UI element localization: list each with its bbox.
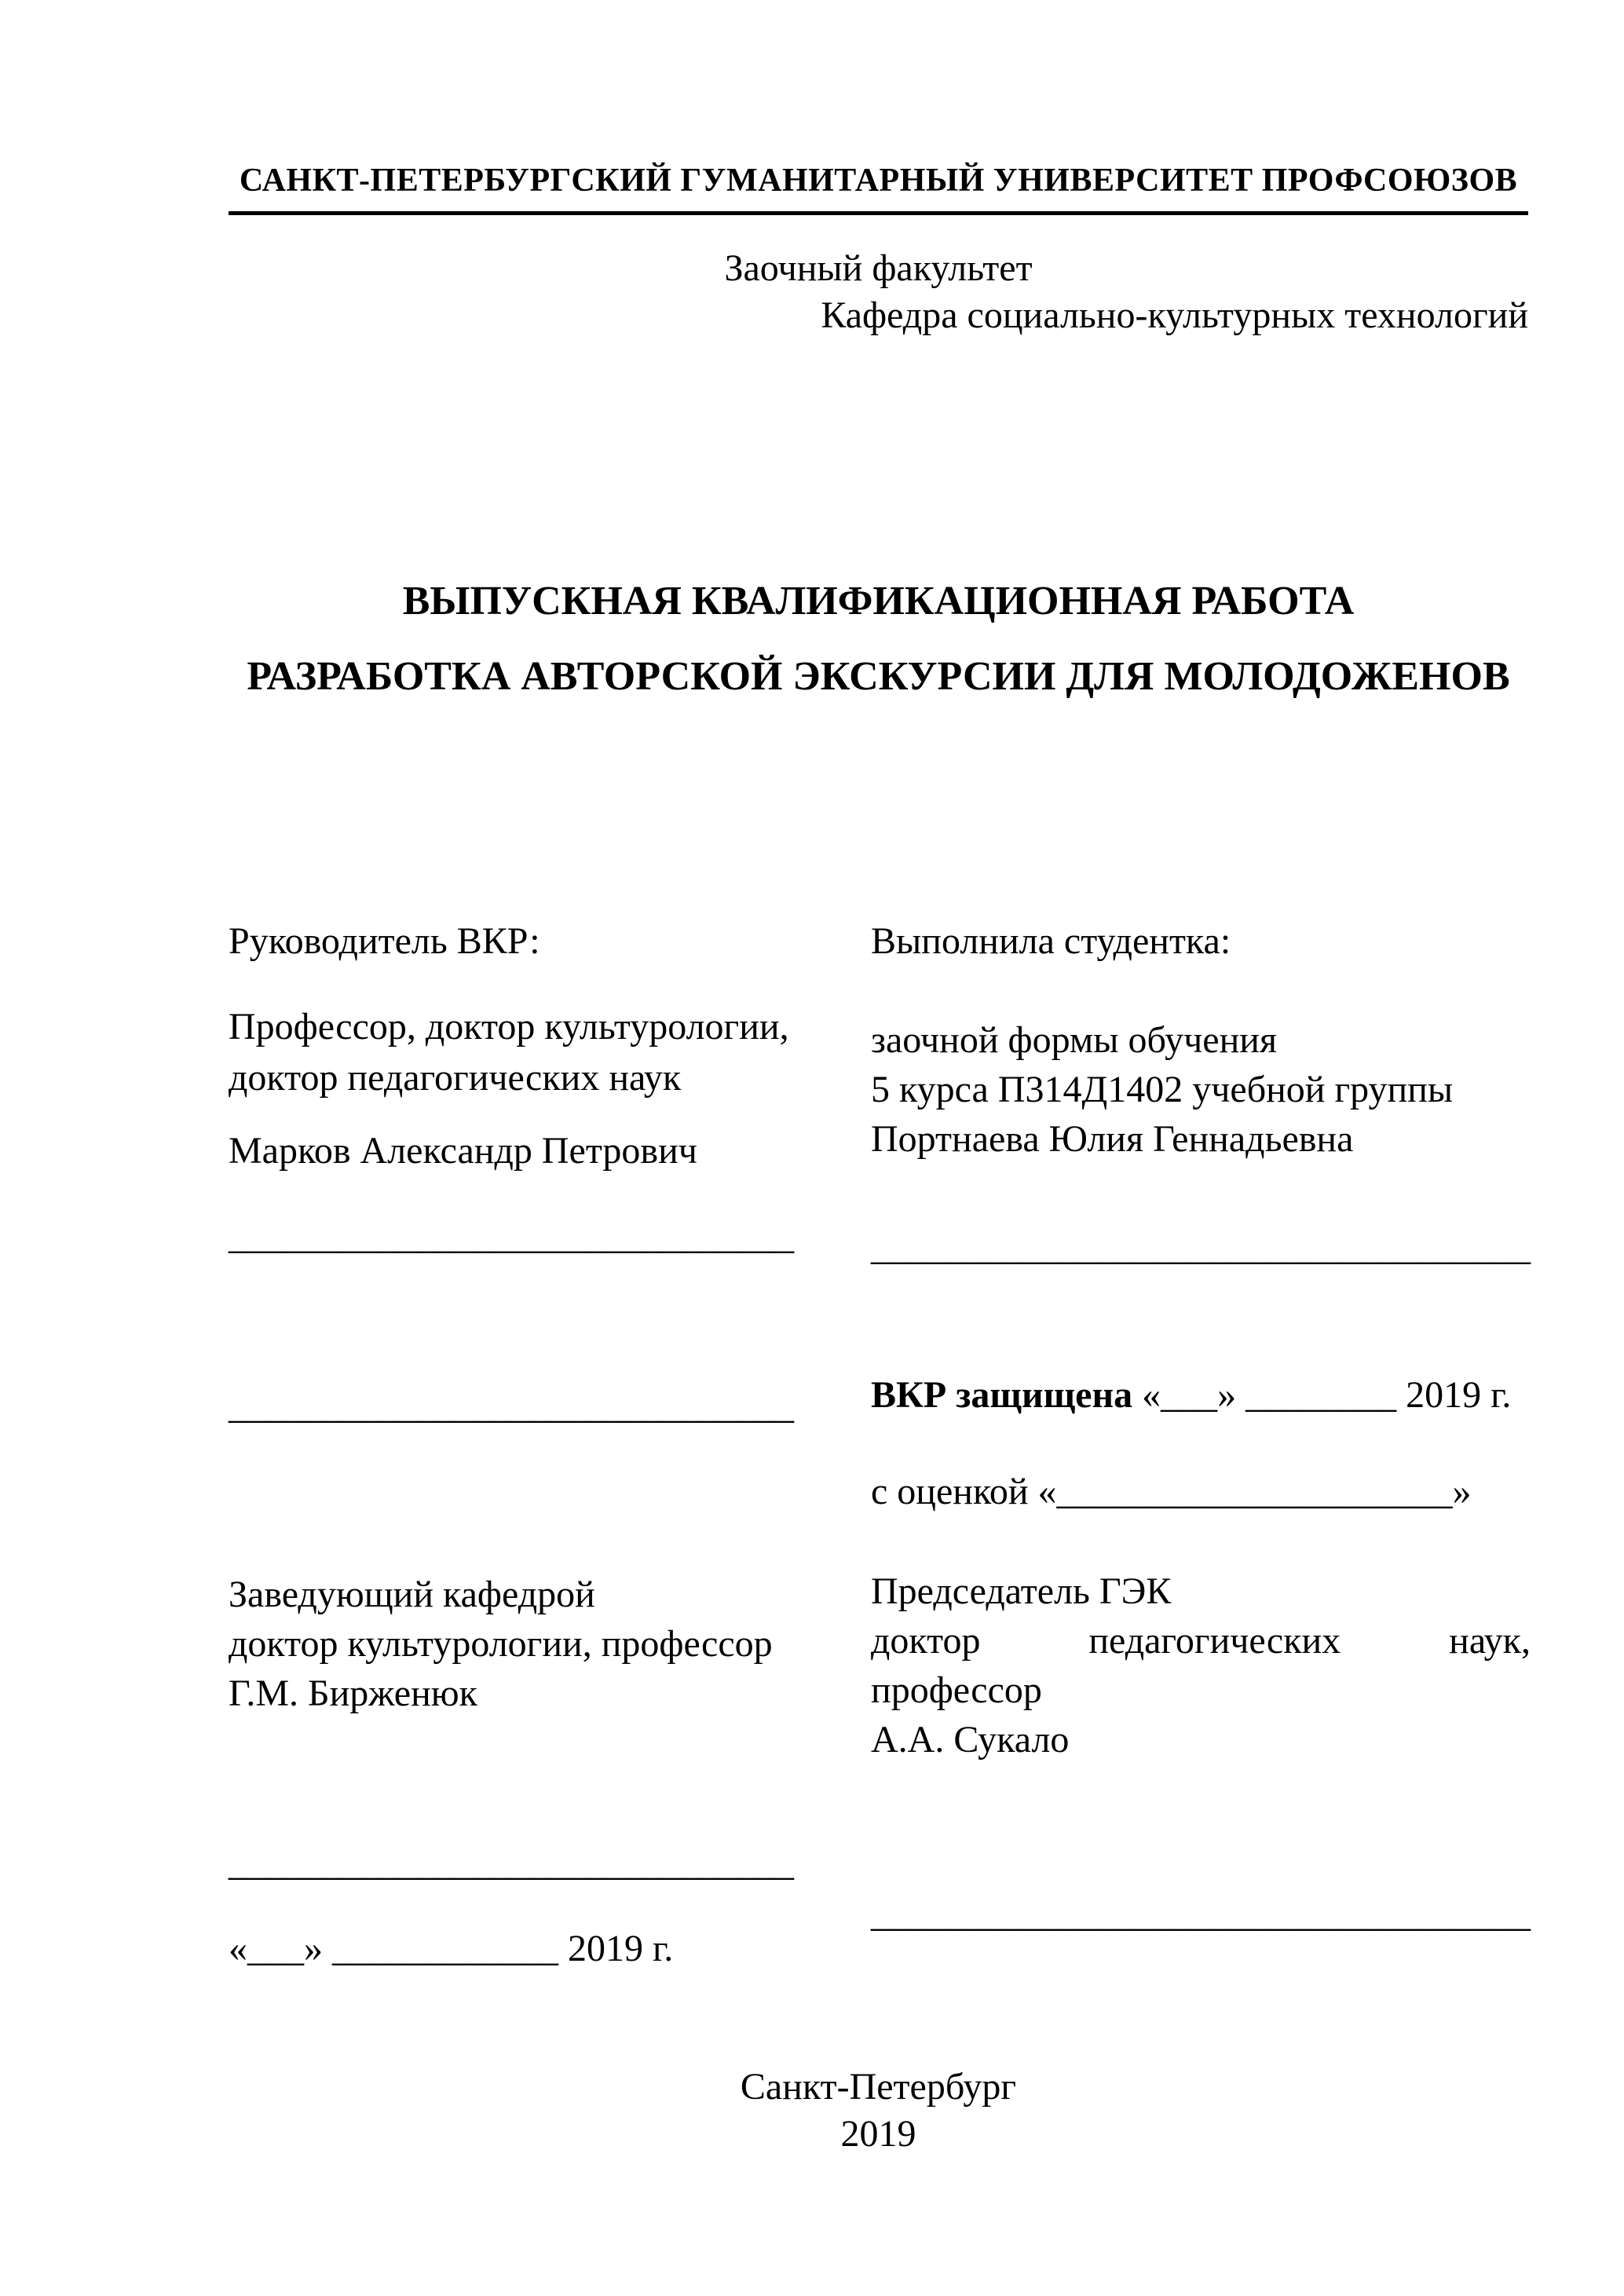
student-label: Выполнила студентка: bbox=[871, 920, 1231, 962]
department-head-signature-line: ______________________________ bbox=[229, 1842, 794, 1884]
title-block bbox=[229, 577, 1528, 701]
student-signature-line: ___________________________________ bbox=[871, 1227, 1531, 1268]
year-line: 2019 bbox=[840, 2113, 916, 2155]
committee-chair-label: Председатель ГЭК bbox=[871, 1570, 1172, 1612]
student-info-block bbox=[871, 1015, 1531, 1164]
committee-chair-degrees: доктор педагогических наук, bbox=[871, 1620, 1531, 1662]
department-head-degrees: доктор культурологии, профессор bbox=[229, 1623, 773, 1665]
defended-label: ВКР защищена bbox=[871, 1374, 1133, 1416]
committee-chair-name: А.А. Сукало bbox=[871, 1719, 1070, 1760]
university-header: САНКТ-ПЕТЕРБУРГСКИЙ ГУМАНИТАРНЫЙ УНИВЕРСИТЕТ ПРОФСОЮЗОВ bbox=[229, 161, 1528, 215]
faculty-line: Заочный факультет bbox=[724, 247, 1033, 289]
supervisor-name: Марков Александр Петрович bbox=[229, 1130, 697, 1172]
supervisor-label: Руководитель ВКР: bbox=[229, 920, 540, 962]
defended-line bbox=[871, 1369, 1531, 1420]
committee-chair-signature-line: ___________________________________ bbox=[871, 1893, 1531, 1935]
defended-date-blank: «___» ________ 2019 г. bbox=[1132, 1374, 1512, 1416]
student-form: заочной формы обучения bbox=[871, 1019, 1278, 1061]
department-head-name: Г.М. Бирженюк bbox=[229, 1673, 477, 1714]
student-name: Портнаева Юлия Геннадьевна bbox=[871, 1118, 1354, 1160]
work-type-title: ВЫПУСКНАЯ КВАЛИФИКАЦИОННАЯ РАБОТА bbox=[402, 579, 1355, 623]
student-column bbox=[871, 916, 1531, 1940]
faculty-block bbox=[229, 245, 1528, 339]
committee-chair-degrees-line2: профессор bbox=[871, 1669, 1042, 1711]
department-head-label: Заведующий кафедрой bbox=[229, 1574, 595, 1615]
department-head-block bbox=[229, 1570, 810, 1718]
city-line: Санкт-Петербург bbox=[740, 2066, 1017, 2108]
date-line: «___» ____________ 2019 г. bbox=[229, 1928, 674, 1969]
footer-block bbox=[229, 2064, 1528, 2158]
supervisor-degrees-line2: доктор педагогических наук bbox=[229, 1057, 682, 1099]
department-line: Кафедра социально-культурных технологий bbox=[821, 294, 1528, 336]
committee-chair-block bbox=[871, 1567, 1531, 1764]
supervisor-degrees-line1: Профессор, доктор культурологии, bbox=[229, 1006, 789, 1047]
extra-signature-line: ______________________________ bbox=[229, 1385, 794, 1427]
supervisor-signature-line: ______________________________ bbox=[229, 1216, 794, 1257]
signatures-section bbox=[229, 916, 1531, 2031]
student-group: 5 курса П314Д1402 учебной группы bbox=[871, 1069, 1454, 1110]
supervisor-column bbox=[229, 916, 810, 1974]
supervisor-degrees bbox=[229, 1001, 810, 1103]
grade-line: с оценкой «_____________________» bbox=[871, 1471, 1472, 1512]
work-subject-title: РАЗРАБОТКА АВТОРСКОЙ ЭКСКУРСИИ ДЛЯ МОЛОДОЖЕНОВ bbox=[247, 654, 1510, 699]
